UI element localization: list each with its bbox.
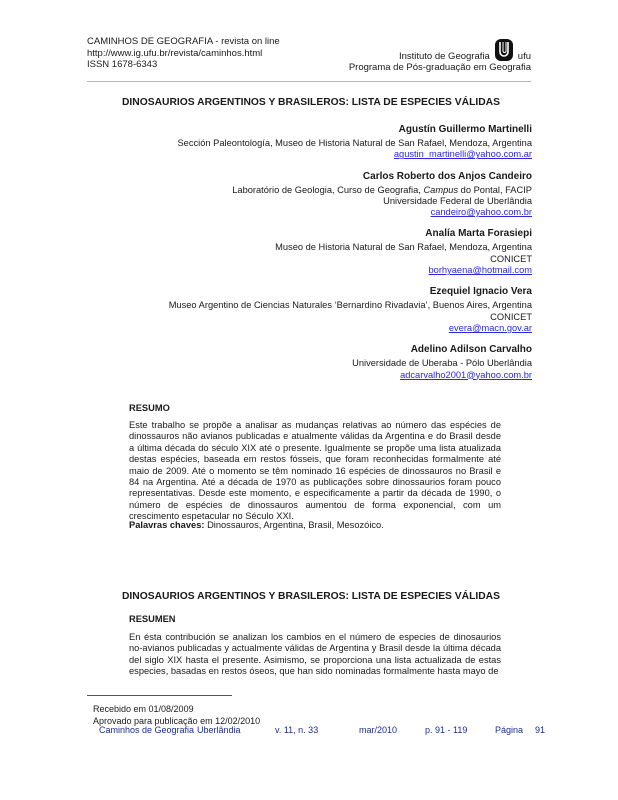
resumo-heading: RESUMO [129, 403, 170, 413]
affiliation-italic: Campus [423, 184, 459, 195]
footnote-divider [87, 695, 232, 696]
journal-header [87, 36, 280, 71]
affiliation-text: Laboratório de Geologia, Curso de Geografia, [232, 184, 424, 195]
author-name: Agustín Guillermo Martinelli [398, 124, 532, 135]
article-title: DINOSAURIOS ARGENTINOS Y BRASILEROS: LISTA DE ESPECIES VÁLIDAS [122, 97, 500, 108]
author-email-link[interactable]: candeiro@yahoo.com.br [430, 207, 532, 218]
author-affiliation: CONICET [490, 253, 532, 264]
author-name: Adelino Adilson Carvalho [410, 344, 532, 356]
ufu-logo-icon [494, 38, 514, 62]
author-email-link[interactable]: agustin_martinelli@yahoo.com.ar [393, 149, 532, 160]
footer-city: Uberlândia [197, 725, 241, 735]
author-block [112, 171, 532, 219]
resumen-text: En ésta contribución se analizan los cambios en el número de especies de dinosaurios no-avianos publicadas y actualmente válidas de Argentina y Brasil desde la última década del siglo XIX hasta el presente. Asimismo, se proporciona una lista actualizada de estas especies, basadas en restos óseos, que han sido nominadas formalmente hasta mayo de [129, 632, 501, 677]
page-footer [99, 725, 545, 735]
footer-volume: v. 11, n. 33 [275, 725, 319, 735]
author-affiliation: CONICET [490, 311, 532, 322]
received-date: Recebido em 01/08/2009 [93, 704, 194, 714]
approved-date: Aprovado para publicação em 12/02/2010 [93, 715, 261, 726]
article-title-spanish: DINOSAURIOS ARGENTINOS Y BRASILEROS: LISTA DE ESPECIES VÁLIDAS [122, 591, 500, 602]
journal-issn: ISSN 1678-6343 [87, 59, 158, 70]
footer-pages: p. 91 - 119 [425, 725, 468, 735]
resumen-heading: RESUMEN [129, 614, 176, 624]
author-block [112, 124, 532, 161]
author-affiliation: Museo Argentino de Ciencias Naturales ‘Bernardino Rivadavia’, Buenos Aires, Argentina [168, 300, 532, 311]
logo-text: ufu [517, 50, 531, 62]
author-email-link[interactable]: borhyaena@hotmail.com [428, 265, 532, 276]
header-divider [87, 81, 531, 82]
keywords-list: Dinossauros, Argentina, Brasil, Mesozóico. [207, 520, 384, 530]
author-name: Analía Marta Forasiepi [425, 228, 532, 240]
author-affiliation: Universidade de Uberaba - Pólo Uberlândia [352, 358, 532, 369]
author-affiliation [112, 185, 532, 196]
author-block [112, 228, 532, 276]
author-name: Carlos Roberto dos Anjos Candeiro [362, 170, 532, 182]
author-email-link[interactable]: evera@macn.gov.ar [448, 322, 532, 333]
keywords [129, 520, 501, 530]
author-name: Ezequiel Ignacio Vera [429, 286, 532, 298]
affiliation-text: do Pontal, FACIP [458, 184, 532, 195]
institution-header [349, 38, 531, 74]
resumo-text: Este trabalho se propõe a analisar as mudanças relativas ao número das espécies de dinossauros não avianos publicadas e atualmente válidas da Argentina e do Brasil desde a última década do século XIX até o presente. Igualmente se propõe uma lista atualizada destas espécies, baseada em restos fósseis, que foram reconhecidas formalmente até maio de 2009. Até o momento se têm nominado 16 espécies de dinossauros no Brasil e 84 na Argentina. Até a década de 1970 as publicações sobre dinossaurios foram pouco representativas. Desde este momento, e especificamente a partir da década de 1990, o número de espécies de dinossauros aumentou de forma exponencial, com um crescimento espetacular no Século XXI. [129, 420, 501, 522]
footer-page-number: 91 [535, 725, 546, 735]
journal-url: http://www.ig.ufu.br/revista/caminhos.html [87, 47, 263, 59]
footer-journal: Caminhos de Geografia [99, 725, 195, 735]
institute-name: Instituto de Geografia [398, 50, 490, 62]
author-email-link[interactable]: adcarvalho2001@yahoo.com.br [400, 369, 532, 380]
author-affiliation: Sección Paleontología, Museo de Historia Natural de San Rafael, Mendoza, Argentina [177, 138, 532, 148]
author-list [112, 124, 532, 391]
footer-page-label: Página [495, 725, 524, 735]
author-block [112, 286, 532, 334]
journal-name: CAMINHOS DE GEOGRAFIA - revista on line [87, 36, 280, 47]
author-block [112, 344, 532, 381]
author-affiliation: Universidade Federal de Uberlândia [383, 195, 532, 206]
keywords-label: Palavras chaves: [129, 520, 205, 530]
submission-notes [93, 704, 260, 727]
author-affiliation: Museo de Historia Natural de San Rafael, Mendoza, Argentina [275, 242, 532, 253]
footer-date: mar/2010 [359, 725, 398, 735]
program-name: Programa de Pós-graduação em Geografia [348, 62, 531, 73]
